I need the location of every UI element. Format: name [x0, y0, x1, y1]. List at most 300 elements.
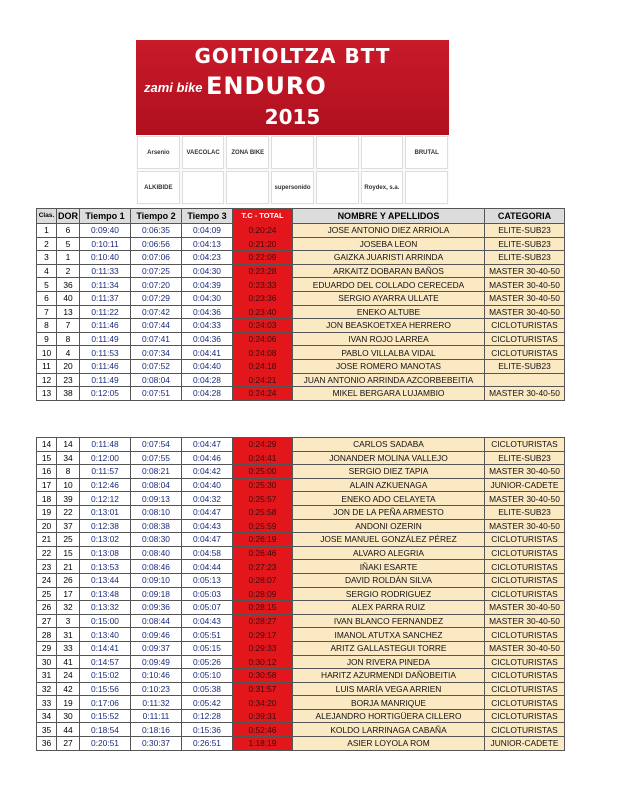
cell-tiempo2: 0:09:10 — [131, 573, 182, 587]
cell-category: CICLOTURISTAS — [485, 669, 565, 683]
cell-category: CICLOTURISTAS — [485, 319, 565, 333]
cell-tiempo2: 0:09:36 — [131, 601, 182, 615]
cell-name: IVAN BLANCO FERNANDEZ — [293, 614, 485, 628]
cell-total: 0:20:24 — [233, 224, 293, 238]
results-table-bottom — [36, 437, 565, 751]
cell-dor: 32 — [57, 601, 80, 615]
sponsor-logo: BRUTAL — [405, 136, 448, 169]
cell-name: JUAN ANTONIO ARRINDA AZCORBEBEITIA — [293, 373, 485, 387]
cell-clas: 23 — [37, 560, 57, 574]
cell-clas: 16 — [37, 465, 57, 479]
cell-tiempo2: 0:07:44 — [131, 319, 182, 333]
table-row — [37, 682, 565, 696]
cell-dor: 15 — [57, 546, 80, 560]
cell-tiempo3: 0:04:47 — [182, 438, 233, 452]
cell-total: 0:30:12 — [233, 655, 293, 669]
header-category: CATEGORIA — [485, 209, 565, 224]
cell-tiempo1: 0:11:49 — [80, 332, 131, 346]
cell-tiempo3: 0:04:41 — [182, 346, 233, 360]
cell-clas: 13 — [37, 387, 57, 401]
cell-category: MASTER 30-40-50 — [485, 614, 565, 628]
cell-name: LUIS MARÍA VEGA ARRIEN — [293, 682, 485, 696]
header-tiempo1: Tiempo 1 — [80, 209, 131, 224]
cell-category: MASTER 30-40-50 — [485, 305, 565, 319]
cell-name: JOSE ANTONIO DIEZ ARRIOLA — [293, 224, 485, 238]
sponsor-logo — [361, 136, 404, 169]
cell-total: 0:23:36 — [233, 291, 293, 305]
cell-tiempo3: 0:04:47 — [182, 505, 233, 519]
cell-name: ASIER LOYOLA ROM — [293, 737, 485, 751]
cell-tiempo1: 0:11:49 — [80, 373, 131, 387]
sponsor-logo: ZONA BIKE — [226, 136, 269, 169]
cell-category: MASTER 30-40-50 — [485, 278, 565, 292]
cell-category: CICLOTURISTAS — [485, 696, 565, 710]
cell-tiempo3: 0:05:26 — [182, 655, 233, 669]
header-tiempo3: Tiempo 3 — [182, 209, 233, 224]
table-row — [37, 737, 565, 751]
cell-name: CARLOS SADABA — [293, 438, 485, 452]
header-name: NOMBRE Y APELLIDOS — [293, 209, 485, 224]
cell-name: MIKEL BERGARA LUJAMBIO — [293, 387, 485, 401]
cell-dor: 31 — [57, 628, 80, 642]
cell-name: ALAIN AZKUENAGA — [293, 478, 485, 492]
cell-dor: 42 — [57, 682, 80, 696]
cell-tiempo2: 0:18:16 — [131, 723, 182, 737]
table-row — [37, 291, 565, 305]
cell-clas: 11 — [37, 359, 57, 373]
cell-category: MASTER 30-40-50 — [485, 492, 565, 506]
cell-total: 0:52:46 — [233, 723, 293, 737]
cell-tiempo1: 0:20:51 — [80, 737, 131, 751]
cell-tiempo2: 0:08:44 — [131, 614, 182, 628]
cell-clas: 30 — [37, 655, 57, 669]
cell-tiempo2: 0:08:04 — [131, 478, 182, 492]
cell-tiempo3: 0:12:28 — [182, 709, 233, 723]
cell-category: CICLOTURISTAS — [485, 346, 565, 360]
cell-tiempo2: 0:07:41 — [131, 332, 182, 346]
table-row — [37, 465, 565, 479]
cell-tiempo2: 0:09:18 — [131, 587, 182, 601]
cell-name: SERGIO AYARRA ULLATE — [293, 291, 485, 305]
cell-dor: 10 — [57, 478, 80, 492]
cell-tiempo2: 0:07:54 — [131, 438, 182, 452]
cell-tiempo1: 0:10:40 — [80, 251, 131, 265]
table-row — [37, 319, 565, 333]
cell-category: ELITE-SUB23 — [485, 224, 565, 238]
header-tiempo2: Tiempo 2 — [131, 209, 182, 224]
cell-tiempo1: 0:10:11 — [80, 237, 131, 251]
zami-bike-logo: zami bike — [144, 80, 203, 95]
cell-category: MASTER 30-40-50 — [485, 387, 565, 401]
cell-dor: 44 — [57, 723, 80, 737]
cell-clas: 15 — [37, 451, 57, 465]
cell-dor: 6 — [57, 224, 80, 238]
cell-clas: 5 — [37, 278, 57, 292]
table-row — [37, 387, 565, 401]
cell-category: CICLOTURISTAS — [485, 723, 565, 737]
cell-clas: 36 — [37, 737, 57, 751]
cell-tiempo3: 0:04:23 — [182, 251, 233, 265]
cell-tiempo3: 0:04:58 — [182, 546, 233, 560]
table-row — [37, 546, 565, 560]
table-row — [37, 655, 565, 669]
cell-total: 0:29:33 — [233, 641, 293, 655]
table-row — [37, 224, 565, 238]
cell-category: ELITE-SUB23 — [485, 359, 565, 373]
cell-name: JONANDER MOLINA VALLEJO — [293, 451, 485, 465]
cell-dor: 40 — [57, 291, 80, 305]
cell-clas: 28 — [37, 628, 57, 642]
cell-tiempo3: 0:05:42 — [182, 696, 233, 710]
cell-total: 0:26:46 — [233, 546, 293, 560]
cell-total: 0:24:03 — [233, 319, 293, 333]
cell-tiempo2: 0:07:06 — [131, 251, 182, 265]
table-row — [37, 696, 565, 710]
cell-tiempo3: 0:05:07 — [182, 601, 233, 615]
cell-total: 0:30:58 — [233, 669, 293, 683]
cell-category: ELITE-SUB23 — [485, 237, 565, 251]
cell-dor: 8 — [57, 465, 80, 479]
cell-total: 0:28:15 — [233, 601, 293, 615]
cell-name: ALVARO ALEGRIA — [293, 546, 485, 560]
cell-tiempo3: 0:04:30 — [182, 291, 233, 305]
cell-tiempo2: 0:08:46 — [131, 560, 182, 574]
cell-tiempo2: 0:07:42 — [131, 305, 182, 319]
table-row — [37, 723, 565, 737]
cell-tiempo3: 0:04:36 — [182, 305, 233, 319]
cell-tiempo2: 0:07:51 — [131, 387, 182, 401]
cell-clas: 14 — [37, 438, 57, 452]
cell-name: DAVID ROLDÁN SILVA — [293, 573, 485, 587]
cell-total: 0:31:57 — [233, 682, 293, 696]
cell-name: JON RIVERA PINEDA — [293, 655, 485, 669]
cell-name: JOSE MANUEL GONZÁLEZ PÉREZ — [293, 533, 485, 547]
cell-tiempo2: 0:06:56 — [131, 237, 182, 251]
table-row — [37, 332, 565, 346]
cell-total: 0:23:28 — [233, 264, 293, 278]
cell-tiempo1: 0:11:46 — [80, 359, 131, 373]
table-row — [37, 251, 565, 265]
cell-dor: 24 — [57, 669, 80, 683]
cell-total: 0:28:09 — [233, 587, 293, 601]
cell-dor: 21 — [57, 560, 80, 574]
cell-clas: 3 — [37, 251, 57, 265]
cell-clas: 10 — [37, 346, 57, 360]
cell-total: 0:25:30 — [233, 478, 293, 492]
cell-category: CICLOTURISTAS — [485, 655, 565, 669]
cell-name: ANDONI OZERIN — [293, 519, 485, 533]
table-header — [37, 209, 565, 224]
cell-tiempo1: 0:14:57 — [80, 655, 131, 669]
table-row — [37, 573, 565, 587]
sponsor-logo: ALKIBIDE — [137, 171, 180, 204]
cell-tiempo2: 0:30:37 — [131, 737, 182, 751]
cell-name: GAIZKA JUARISTI ARRINDA — [293, 251, 485, 265]
header-dor: DOR — [57, 209, 80, 224]
cell-clas: 18 — [37, 492, 57, 506]
cell-tiempo3: 0:04:36 — [182, 332, 233, 346]
table-row — [37, 373, 565, 387]
cell-dor: 34 — [57, 451, 80, 465]
cell-dor: 33 — [57, 641, 80, 655]
sponsor-logo — [226, 171, 269, 204]
cell-tiempo1: 0:11:53 — [80, 346, 131, 360]
cell-tiempo3: 0:04:33 — [182, 319, 233, 333]
cell-tiempo1: 0:11:34 — [80, 278, 131, 292]
cell-tiempo1: 0:11:33 — [80, 264, 131, 278]
cell-tiempo3: 0:04:46 — [182, 451, 233, 465]
cell-tiempo1: 0:11:57 — [80, 465, 131, 479]
cell-dor: 25 — [57, 533, 80, 547]
cell-tiempo2: 0:09:13 — [131, 492, 182, 506]
cell-name: IÑAKI ESARTE — [293, 560, 485, 574]
table-row — [37, 438, 565, 452]
event-banner — [136, 40, 449, 135]
cell-total: 0:26:19 — [233, 533, 293, 547]
cell-tiempo1: 0:11:37 — [80, 291, 131, 305]
cell-dor: 27 — [57, 737, 80, 751]
cell-clas: 22 — [37, 546, 57, 560]
cell-tiempo3: 0:05:51 — [182, 628, 233, 642]
sponsor-logo: VAECOLAC — [182, 136, 225, 169]
table-row — [37, 478, 565, 492]
table-row — [37, 614, 565, 628]
cell-tiempo1: 0:15:02 — [80, 669, 131, 683]
cell-clas: 25 — [37, 587, 57, 601]
table-row — [37, 492, 565, 506]
table-row — [37, 264, 565, 278]
cell-tiempo3: 0:04:40 — [182, 478, 233, 492]
cell-tiempo1: 0:11:48 — [80, 438, 131, 452]
cell-dor: 3 — [57, 614, 80, 628]
cell-tiempo1: 0:18:54 — [80, 723, 131, 737]
cell-tiempo2: 0:08:38 — [131, 519, 182, 533]
cell-total: 0:24:41 — [233, 451, 293, 465]
cell-clas: 29 — [37, 641, 57, 655]
cell-total: 0:34:20 — [233, 696, 293, 710]
sponsor-logo: Roydex, s.a. — [361, 171, 404, 204]
cell-tiempo3: 0:05:03 — [182, 587, 233, 601]
cell-total: 0:25:57 — [233, 492, 293, 506]
cell-clas: 32 — [37, 682, 57, 696]
table-row — [37, 346, 565, 360]
cell-clas: 9 — [37, 332, 57, 346]
cell-dor: 30 — [57, 709, 80, 723]
cell-dor: 20 — [57, 359, 80, 373]
cell-clas: 7 — [37, 305, 57, 319]
banner-subtitle: ENDURO — [206, 72, 327, 100]
cell-dor: 36 — [57, 278, 80, 292]
cell-tiempo3: 0:04:39 — [182, 278, 233, 292]
cell-category: MASTER 30-40-50 — [485, 291, 565, 305]
cell-dor: 4 — [57, 346, 80, 360]
cell-dor: 1 — [57, 251, 80, 265]
cell-category: CICLOTURISTAS — [485, 587, 565, 601]
cell-tiempo2: 0:08:04 — [131, 373, 182, 387]
cell-tiempo1: 0:12:12 — [80, 492, 131, 506]
cell-tiempo1: 0:12:46 — [80, 478, 131, 492]
cell-clas: 4 — [37, 264, 57, 278]
cell-clas: 20 — [37, 519, 57, 533]
cell-total: 0:25:58 — [233, 505, 293, 519]
cell-category: ELITE-SUB23 — [485, 451, 565, 465]
table-row — [37, 533, 565, 547]
cell-tiempo3: 0:05:10 — [182, 669, 233, 683]
cell-clas: 26 — [37, 601, 57, 615]
cell-tiempo1: 0:12:38 — [80, 519, 131, 533]
table-row — [37, 601, 565, 615]
cell-tiempo3: 0:04:43 — [182, 614, 233, 628]
cell-clas: 19 — [37, 505, 57, 519]
cell-total: 0:29:17 — [233, 628, 293, 642]
cell-tiempo1: 0:12:00 — [80, 451, 131, 465]
cell-clas: 8 — [37, 319, 57, 333]
cell-name: SERGIO RODRIGUEZ — [293, 587, 485, 601]
cell-name: EDUARDO DEL COLLADO CERECEDA — [293, 278, 485, 292]
cell-category: CICLOTURISTAS — [485, 438, 565, 452]
banner-year: 2015 — [264, 105, 321, 129]
table-row — [37, 560, 565, 574]
cell-tiempo3: 0:05:15 — [182, 641, 233, 655]
cell-tiempo3: 0:04:44 — [182, 560, 233, 574]
cell-total: 0:24:21 — [233, 373, 293, 387]
cell-tiempo2: 0:06:35 — [131, 224, 182, 238]
cell-total: 0:24:18 — [233, 359, 293, 373]
cell-name: JON BEASKOETXEA HERRERO — [293, 319, 485, 333]
cell-tiempo3: 0:05:38 — [182, 682, 233, 696]
cell-clas: 24 — [37, 573, 57, 587]
header-total: T.C - TOTAL — [233, 209, 293, 224]
cell-clas: 34 — [37, 709, 57, 723]
cell-category: MASTER 30-40-50 — [485, 519, 565, 533]
cell-tiempo1: 0:13:44 — [80, 573, 131, 587]
cell-dor: 7 — [57, 319, 80, 333]
cell-tiempo3: 0:04:09 — [182, 224, 233, 238]
cell-dor: 14 — [57, 438, 80, 452]
cell-category: CICLOTURISTAS — [485, 628, 565, 642]
cell-total: 0:27:23 — [233, 560, 293, 574]
cell-name: JOSEBA LEON — [293, 237, 485, 251]
cell-tiempo3: 0:04:42 — [182, 465, 233, 479]
cell-tiempo2: 0:11:32 — [131, 696, 182, 710]
cell-total: 0:24:08 — [233, 346, 293, 360]
sponsor-logo — [405, 171, 448, 204]
cell-tiempo2: 0:07:55 — [131, 451, 182, 465]
cell-tiempo1: 0:15:52 — [80, 709, 131, 723]
cell-tiempo1: 0:15:00 — [80, 614, 131, 628]
sponsor-logos — [136, 135, 449, 205]
header-clas: Clas. — [37, 209, 57, 224]
cell-dor: 2 — [57, 264, 80, 278]
cell-clas: 27 — [37, 614, 57, 628]
cell-tiempo2: 0:09:49 — [131, 655, 182, 669]
cell-total: 0:25:00 — [233, 465, 293, 479]
cell-category — [485, 373, 565, 387]
cell-tiempo1: 0:13:08 — [80, 546, 131, 560]
cell-tiempo2: 0:10:23 — [131, 682, 182, 696]
cell-category: MASTER 30-40-50 — [485, 601, 565, 615]
cell-category: CICLOTURISTAS — [485, 533, 565, 547]
cell-category: CICLOTURISTAS — [485, 546, 565, 560]
cell-name: JON DE LA PEÑA ARMESTO — [293, 505, 485, 519]
cell-total: 0:24:24 — [233, 387, 293, 401]
cell-tiempo2: 0:09:46 — [131, 628, 182, 642]
cell-tiempo2: 0:07:34 — [131, 346, 182, 360]
cell-name: IMANOL ATUTXA SANCHEZ — [293, 628, 485, 642]
cell-tiempo2: 0:09:37 — [131, 641, 182, 655]
cell-category: CICLOTURISTAS — [485, 682, 565, 696]
cell-tiempo3: 0:04:30 — [182, 264, 233, 278]
cell-dor: 23 — [57, 373, 80, 387]
cell-name: ALEJANDRO HORTIGÜERA CILLERO — [293, 709, 485, 723]
cell-tiempo2: 0:11:11 — [131, 709, 182, 723]
cell-tiempo2: 0:08:10 — [131, 505, 182, 519]
cell-name: KOLDO LARRINAGA CABAÑA — [293, 723, 485, 737]
cell-tiempo1: 0:13:48 — [80, 587, 131, 601]
cell-dor: 37 — [57, 519, 80, 533]
cell-total: 0:24:06 — [233, 332, 293, 346]
cell-total: 0:23:40 — [233, 305, 293, 319]
cell-dor: 22 — [57, 505, 80, 519]
cell-clas: 33 — [37, 696, 57, 710]
cell-total: 0:28:27 — [233, 614, 293, 628]
table-row — [37, 628, 565, 642]
cell-name: JOSE ROMERO MANOTAS — [293, 359, 485, 373]
cell-name: PABLO VILLALBA VIDAL — [293, 346, 485, 360]
cell-clas: 12 — [37, 373, 57, 387]
cell-category: ELITE-SUB23 — [485, 505, 565, 519]
sponsor-logo: supersonido — [271, 171, 314, 204]
cell-tiempo3: 0:04:40 — [182, 359, 233, 373]
cell-clas: 1 — [37, 224, 57, 238]
cell-clas: 6 — [37, 291, 57, 305]
cell-tiempo3: 0:15:36 — [182, 723, 233, 737]
cell-dor: 19 — [57, 696, 80, 710]
cell-tiempo3: 0:04:28 — [182, 387, 233, 401]
cell-tiempo3: 0:04:28 — [182, 373, 233, 387]
cell-tiempo2: 0:07:29 — [131, 291, 182, 305]
cell-category: JUNIOR-CADETE — [485, 737, 565, 751]
cell-dor: 39 — [57, 492, 80, 506]
cell-name: ALEX PARRA RUIZ — [293, 601, 485, 615]
sponsor-logo — [316, 171, 359, 204]
cell-tiempo2: 0:08:30 — [131, 533, 182, 547]
cell-name: IVAN ROJO LARREA — [293, 332, 485, 346]
cell-total: 0:22:09 — [233, 251, 293, 265]
cell-name: BORJA MANRIQUE — [293, 696, 485, 710]
table-row — [37, 237, 565, 251]
cell-clas: 21 — [37, 533, 57, 547]
table-row — [37, 709, 565, 723]
cell-dor: 26 — [57, 573, 80, 587]
cell-tiempo3: 0:04:32 — [182, 492, 233, 506]
cell-name: SERGIO DIEZ TAPIA — [293, 465, 485, 479]
cell-tiempo2: 0:07:20 — [131, 278, 182, 292]
cell-tiempo2: 0:07:52 — [131, 359, 182, 373]
table-row — [37, 669, 565, 683]
cell-tiempo3: 0:26:51 — [182, 737, 233, 751]
cell-clas: 17 — [37, 478, 57, 492]
cell-total: 0:21:20 — [233, 237, 293, 251]
cell-name: ENEKO ADO CELAYETA — [293, 492, 485, 506]
cell-tiempo1: 0:13:40 — [80, 628, 131, 642]
cell-tiempo1: 0:14:41 — [80, 641, 131, 655]
cell-total: 1:18:19 — [233, 737, 293, 751]
cell-tiempo3: 0:05:13 — [182, 573, 233, 587]
cell-clas: 2 — [37, 237, 57, 251]
cell-tiempo1: 0:15:56 — [80, 682, 131, 696]
cell-total: 0:25:59 — [233, 519, 293, 533]
